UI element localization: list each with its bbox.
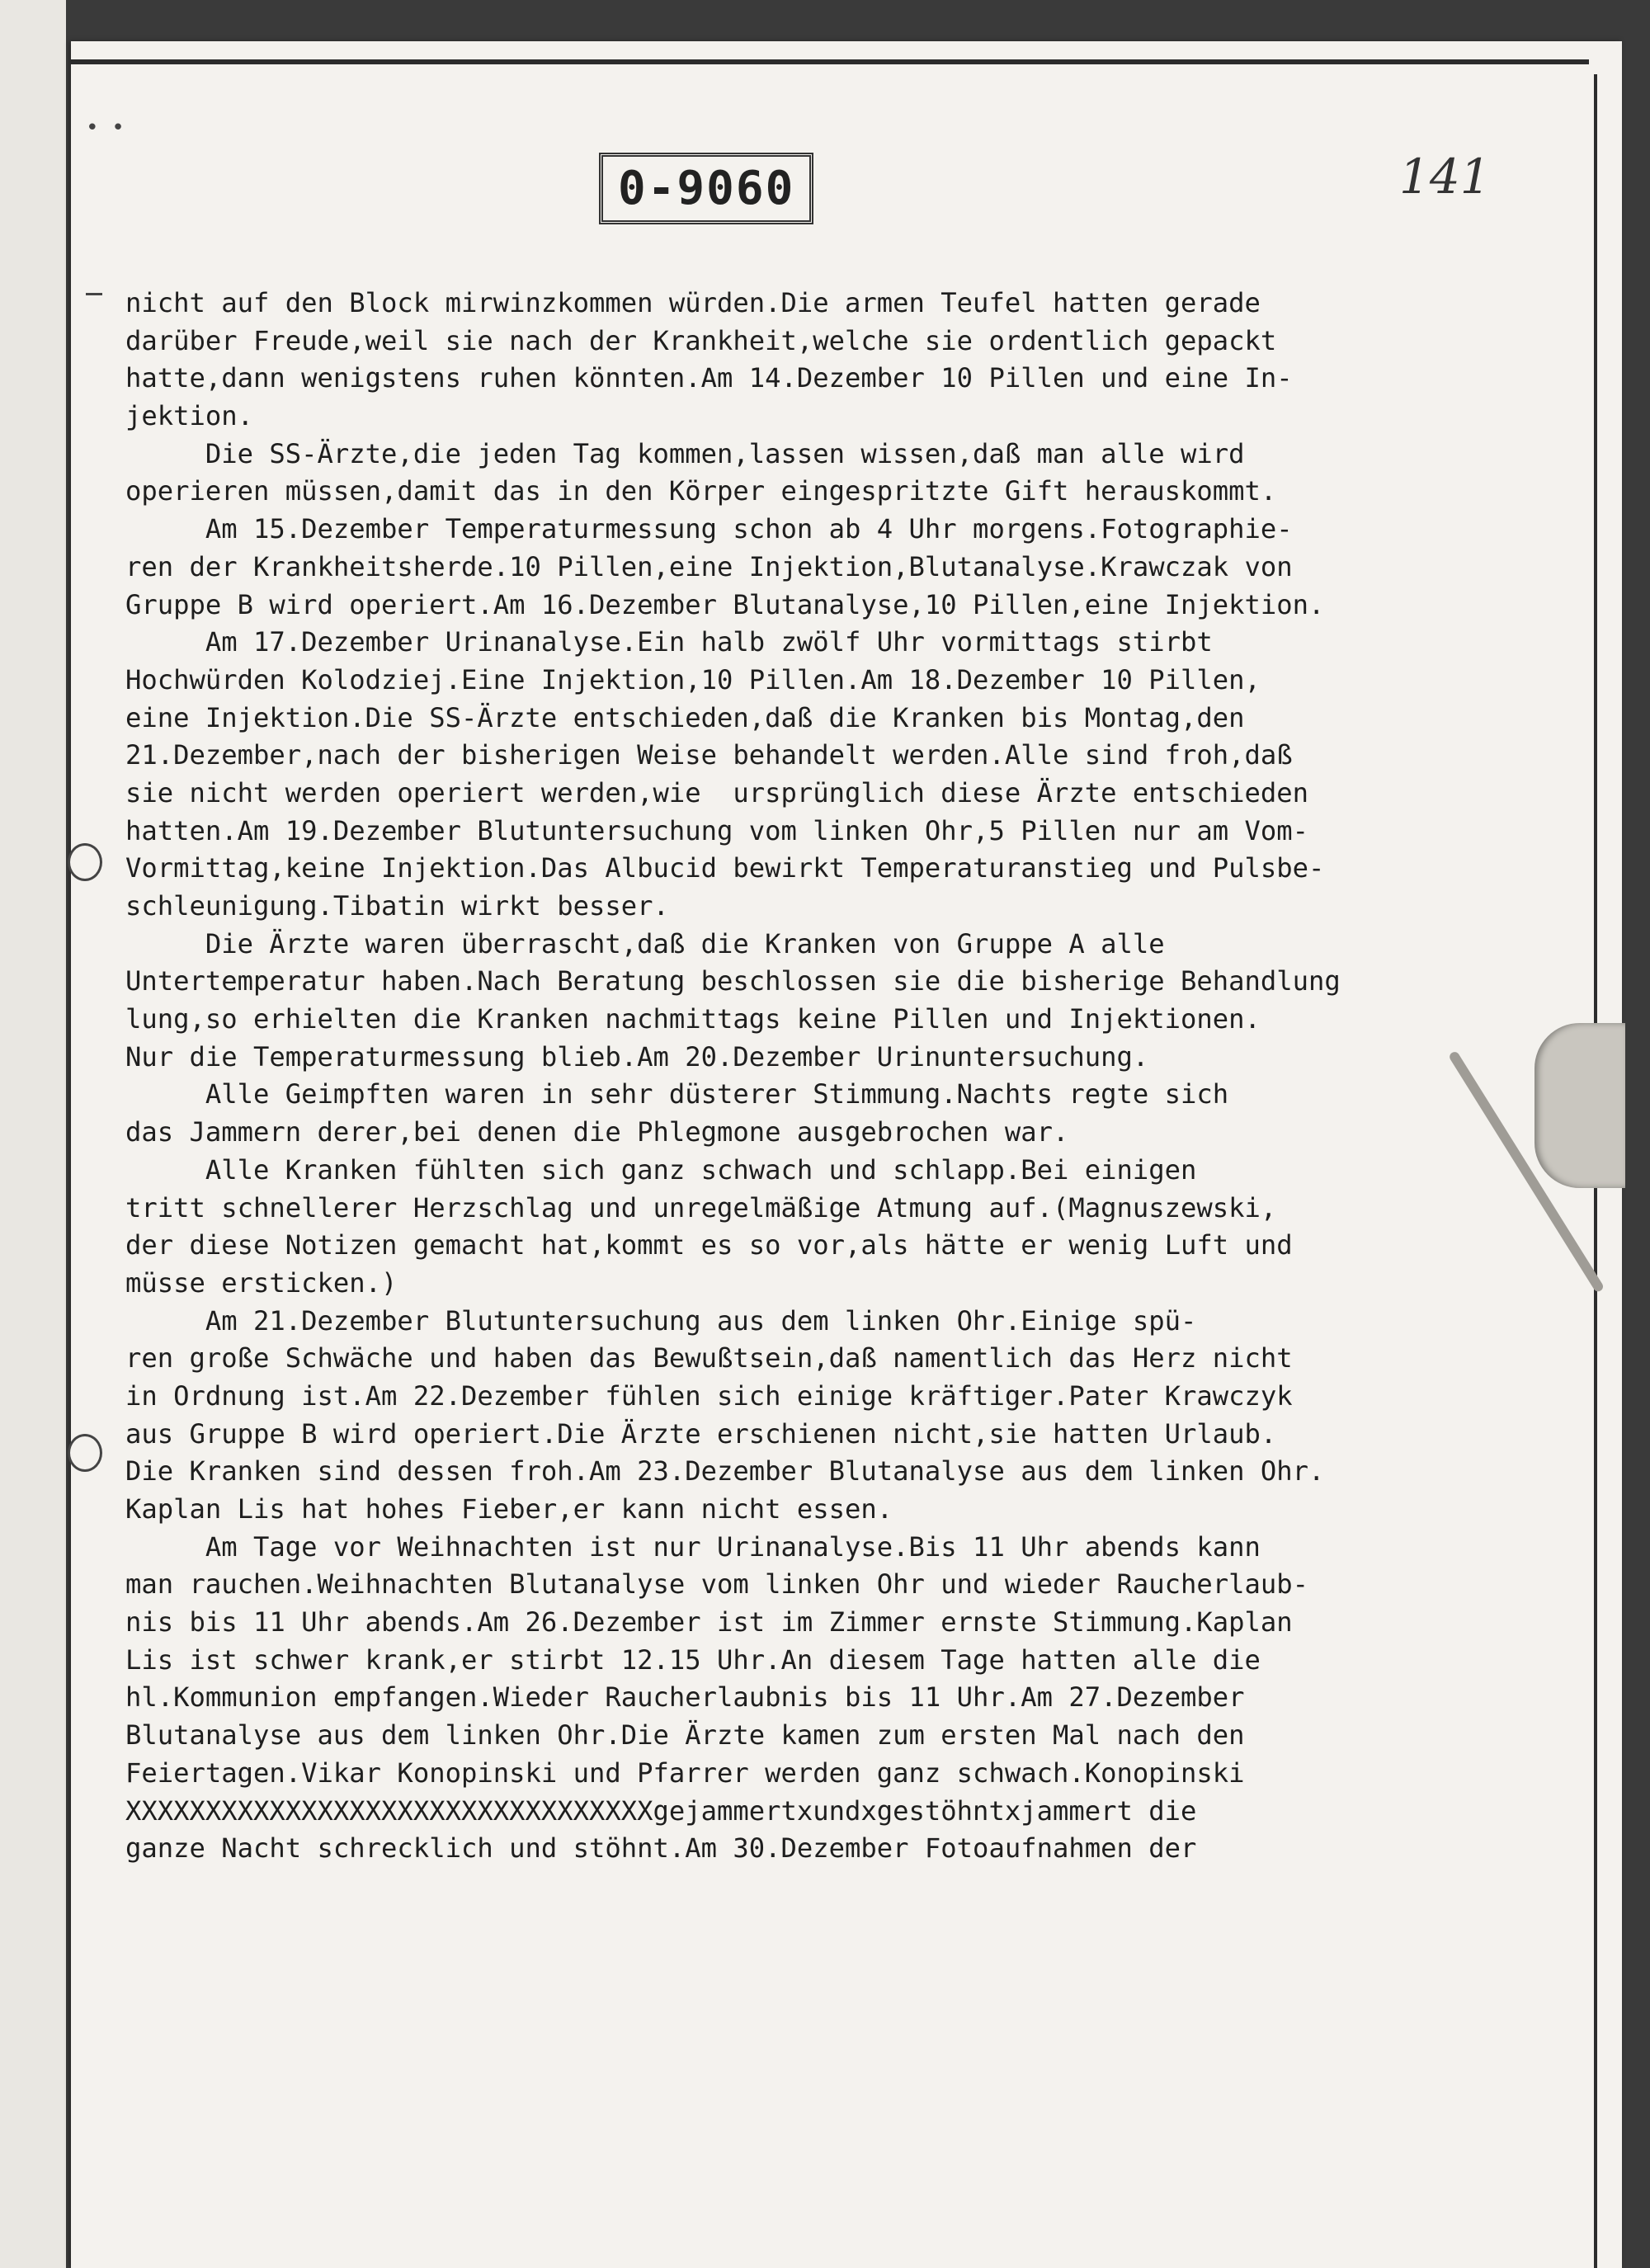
text-line: ren der Krankheitsherde.10 Pillen,eine Injektion,Blutanalyse.Krawczak von bbox=[125, 550, 1293, 582]
text-line: Gruppe B wird operiert.Am 16.Dezember Blutanalyse,10 Pillen,eine Injektion. bbox=[125, 588, 1325, 620]
text-line: ren große Schwäche und haben das Bewußtsein,daß namentlich das Herz nicht bbox=[125, 1342, 1293, 1374]
text-line: hatte,dann wenigstens ruhen könnten.Am 14.Dezember 10 Pillen und eine In- bbox=[125, 362, 1293, 394]
text-line: tritt schnellerer Herzschlag und unregelmäßige Atmung auf.(Magnuszewski, bbox=[125, 1191, 1277, 1224]
text-line: in Ordnung ist.Am 22.Dezember fühlen sich einige kräftiger.Pater Krawczyk bbox=[125, 1379, 1293, 1412]
document-page bbox=[71, 41, 1622, 2268]
top-rule bbox=[71, 59, 1589, 64]
text-line: Vormittag,keine Injektion.Das Albucid bewirkt Temperaturanstieg und Pulsbe- bbox=[125, 852, 1325, 884]
text-line: darüber Freude,weil sie nach der Krankheit,welche sie ordentlich gepackt bbox=[125, 324, 1277, 356]
text-line: nis bis 11 Uhr abends.Am 26.Dezember ist im Zimmer ernste Stimmung.Kaplan bbox=[125, 1606, 1293, 1639]
text-line: hatten.Am 19.Dezember Blutuntersuchung vom linken Ohr,5 Pillen nur am Vom- bbox=[125, 814, 1309, 846]
text-line: Kaplan Lis hat hohes Fieber,er kann nicht essen. bbox=[125, 1493, 893, 1525]
text-line: man rauchen.Weihnachten Blutanalyse vom linken Ohr und wieder Raucherlaub- bbox=[125, 1568, 1309, 1601]
punch-hole-icon bbox=[68, 1434, 102, 1472]
folio-number: 141 bbox=[1399, 149, 1491, 205]
text-line: nicht auf den Block mirwinzkommen würden.Die armen Teufel hatten gerade bbox=[125, 287, 1261, 318]
paper-clip-icon bbox=[1534, 1023, 1625, 1188]
text-line: hl.Kommunion empfangen.Wieder Raucherlaubnis bis 11 Uhr.Am 27.Dezember bbox=[125, 1681, 1245, 1714]
text-line: aus Gruppe B wird operiert.Die Ärzte erschienen nicht,sie hatten Urlaub. bbox=[125, 1417, 1277, 1450]
text-line: Hochwürden Kolodziej.Eine Injektion,10 Pillen.Am 18.Dezember 10 Pillen, bbox=[125, 663, 1261, 695]
adjacent-page-edge bbox=[0, 0, 66, 2268]
text-line: Alle Kranken fühlten sich ganz schwach und schlapp.Bei einigen bbox=[125, 1153, 1197, 1186]
text-line: Die SS-Ärzte,die jeden Tag kommen,lassen wissen,daß man alle wird bbox=[125, 437, 1245, 469]
text-line: 21.Dezember,nach der bisherigen Weise behandelt werden.Alle sind froh,daß bbox=[125, 739, 1293, 771]
text-line: Alle Geimpften waren in sehr düsterer Stimmung.Nachts regte sich bbox=[125, 1078, 1229, 1110]
punch-hole-icon bbox=[68, 843, 102, 881]
text-line: lung,so erhielten die Kranken nachmittags keine Pillen und Injektionen. bbox=[125, 1003, 1261, 1035]
typed-text bbox=[125, 285, 1577, 1868]
text-line: Am 21.Dezember Blutuntersuchung aus dem linken Ohr.Einige spü- bbox=[125, 1304, 1197, 1337]
text-line: Nur die Temperaturmessung blieb.Am 20.Dezember Urinuntersuchung. bbox=[125, 1040, 1149, 1073]
text-line: Die Kranken sind dessen froh.Am 23.Dezember Blutanalyse aus dem linken Ohr. bbox=[125, 1455, 1325, 1488]
text-line: Am 17.Dezember Urinanalyse.Ein halb zwölf Uhr vormittags stirbt bbox=[125, 626, 1213, 658]
text-line: Am 15.Dezember Temperaturmessung schon ab 4 Uhr morgens.Fotographie- bbox=[125, 513, 1293, 545]
archive-stamp: 0-9060 bbox=[599, 153, 813, 224]
text-line: Feiertagen.Vikar Konopinski und Pfarrer werden ganz schwach.Konopinski bbox=[125, 1756, 1245, 1789]
text-line: Blutanalyse aus dem linken Ohr.Die Ärzte kamen zum ersten Mal nach den bbox=[125, 1719, 1245, 1752]
text-line: müsse ersticken.) bbox=[125, 1266, 398, 1299]
text-line: Lis ist schwer krank,er stirbt 12.15 Uhr.An diesem Tage hatten alle die bbox=[125, 1643, 1261, 1676]
text-line: Untertemperatur haben.Nach Beratung beschlossen sie die bisherige Behandlung bbox=[125, 965, 1341, 997]
text-line: XXXXXXXXXXXXXXXXXXXXXXXXXXXXXXXXXgejammertxundxgestöhntxjammert die bbox=[125, 1794, 1197, 1827]
text-line: eine Injektion.Die SS-Ärzte entschieden,daß die Kranken bis Montag,den bbox=[125, 701, 1245, 733]
text-line: Am Tage vor Weihnachten ist nur Urinanalyse.Bis 11 Uhr abends kann bbox=[125, 1530, 1261, 1563]
text-line: operieren müssen,damit das in den Körper eingespritzte Gift herauskommt. bbox=[125, 475, 1277, 507]
text-line: sie nicht werden operiert werden,wie ursprünglich diese Ärzte entschieden bbox=[125, 776, 1309, 809]
text-line: ganze Nacht schrecklich und stöhnt.Am 30.Dezember Fotoaufnahmen der bbox=[125, 1832, 1197, 1865]
text-line: jektion. bbox=[125, 400, 254, 432]
margin-tick bbox=[86, 293, 102, 295]
text-line: das Jammern derer,bei denen die Phlegmone ausgebrochen war. bbox=[125, 1116, 1069, 1148]
margin-dots: • • bbox=[86, 116, 125, 140]
text-line: der diese Notizen gemacht hat,kommt es so vor,als hätte er wenig Luft und bbox=[125, 1229, 1293, 1261]
text-line: Die Ärzte waren überrascht,daß die Kranken von Gruppe A alle bbox=[125, 927, 1165, 960]
text-line: schleunigung.Tibatin wirkt besser. bbox=[125, 890, 669, 922]
